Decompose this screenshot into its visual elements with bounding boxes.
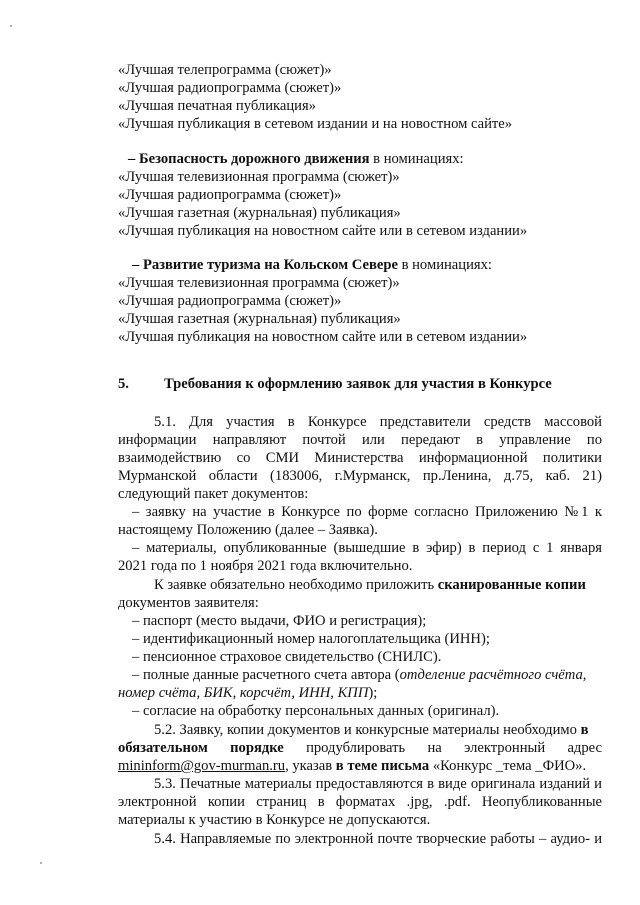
para-text: адрес (567, 740, 602, 756)
para-text: на (427, 740, 442, 756)
emphasis-text: в теме письма (335, 758, 430, 774)
topic-dash: – (128, 151, 139, 167)
emphasis-text: обязательном (118, 740, 208, 756)
para-line: информации направляют почтой или передают в управление по (118, 432, 602, 448)
para-line: 5.4. Направляемые по электронной почте творческие работы – аудио- и (154, 831, 602, 847)
para-line: 5.1. Для участия в Конкурсе представители средств массовой (154, 414, 602, 430)
para-line: 5.3. Печатные материалы предоставляются в виде оригинала изданий и (154, 776, 602, 792)
list-item: – пенсионное страховое свидетельство (СНИЛС). (132, 649, 442, 665)
nomination-line: «Лучшая радиопрограмма (сюжет)» (118, 80, 342, 96)
para-line (118, 740, 602, 758)
scan-speck (40, 862, 42, 864)
italic-text: отделение расчётного счёта, (399, 667, 587, 683)
topic-tail: в номинациях: (369, 151, 464, 167)
para-text: «Конкурс _тема _ФИО». (429, 758, 587, 774)
section-number: 5. (118, 376, 129, 392)
nomination-line: «Лучшая радиопрограмма (сюжет)» (118, 293, 342, 309)
list-item: – идентификационный номер налогоплательщика (ИНН); (132, 631, 490, 647)
nomination-line: «Лучшая печатная публикация» (118, 98, 316, 114)
para-text: , указав (285, 758, 336, 774)
list-item: – паспорт (место выдачи, ФИО и регистрация); (132, 613, 427, 629)
para-line: следующий пакет документов: (118, 486, 309, 502)
topic-heading (128, 151, 612, 169)
scan-speck (10, 25, 12, 27)
para-line: – заявку на участие в Конкурсе по форме согласно Приложению №1 к (132, 504, 602, 520)
para-line: документов заявителя: (118, 595, 259, 611)
email-link[interactable]: mininform@gov-murman.ru (118, 758, 286, 774)
para-line: – материалы, опубликованные (вышедшие в эфир) в период с 1 января (132, 540, 602, 556)
para-line (154, 722, 602, 740)
nomination-line: «Лучшая телевизионная программа (сюжет)» (118, 169, 400, 185)
nomination-line: «Лучшая радиопрограмма (сюжет)» (118, 187, 342, 203)
para-line (118, 758, 602, 776)
para-line: настоящему Положению (далее – Заявка). (118, 522, 378, 538)
nomination-line: «Лучшая газетная (журнальная) публикация» (118, 311, 401, 327)
section-title: Требования к оформлению заявок для участия в Конкурсе (164, 376, 552, 392)
para-text: продублировать (306, 740, 406, 756)
para-line (154, 577, 602, 595)
list-item: – согласие на обработку персональных данных (оригинал). (132, 703, 500, 719)
list-item (132, 667, 616, 685)
nomination-line: «Лучшая публикация на новостном сайте или в сетевом издании» (118, 329, 528, 345)
nomination-line: «Лучшая публикация на новостном сайте или в сетевом издании» (118, 223, 528, 239)
para-text: – полные данные расчетного счета автора ( (132, 667, 400, 683)
nomination-line: «Лучшая телепрограмма (сюжет)» (118, 62, 332, 78)
para-line: взаимодействию со СМИ Министерства информационной политики (118, 450, 602, 466)
emphasis-text: сканированные копии (437, 577, 586, 593)
topic-name: Безопасность дорожного движения (138, 151, 370, 167)
topic-name: Развитие туризма на Кольском Севере (142, 257, 398, 273)
emphasis-text: в (580, 722, 589, 738)
para-line (118, 685, 602, 703)
para-line: 2021 года по 1 ноября 2021 года включительно. (118, 558, 413, 574)
nomination-line: «Лучшая публикация в сетевом издании и на новостном сайте» (118, 116, 513, 132)
para-line: электронной копии страниц в форматах .jpg, .pdf. Неопубликованные (118, 794, 602, 810)
topic-dash: – (132, 257, 143, 273)
para-text: электронный (464, 740, 546, 756)
emphasis-text: порядке (230, 740, 284, 756)
topic-heading (132, 257, 616, 275)
nomination-line: «Лучшая телевизионная программа (сюжет)» (118, 275, 400, 291)
nomination-line: «Лучшая газетная (журнальная) публикация» (118, 205, 401, 221)
para-line: материалы к участию в Конкурсе не допускаются. (118, 812, 431, 828)
para-text: К заявке обязательно необходимо приложить (154, 577, 438, 593)
topic-tail: в номинациях: (397, 257, 492, 273)
para-text: 5.2. Заявку, копии документов и конкурсные материалы необходимо (154, 722, 581, 738)
italic-text: номер счёта, БИК, корсчёт, ИНН, КПП (118, 685, 369, 701)
para-line: Мурманской области (183006, г.Мурманск, пр.Ленина, д.75, каб. 21) (118, 468, 602, 484)
para-text: ); (368, 685, 378, 701)
